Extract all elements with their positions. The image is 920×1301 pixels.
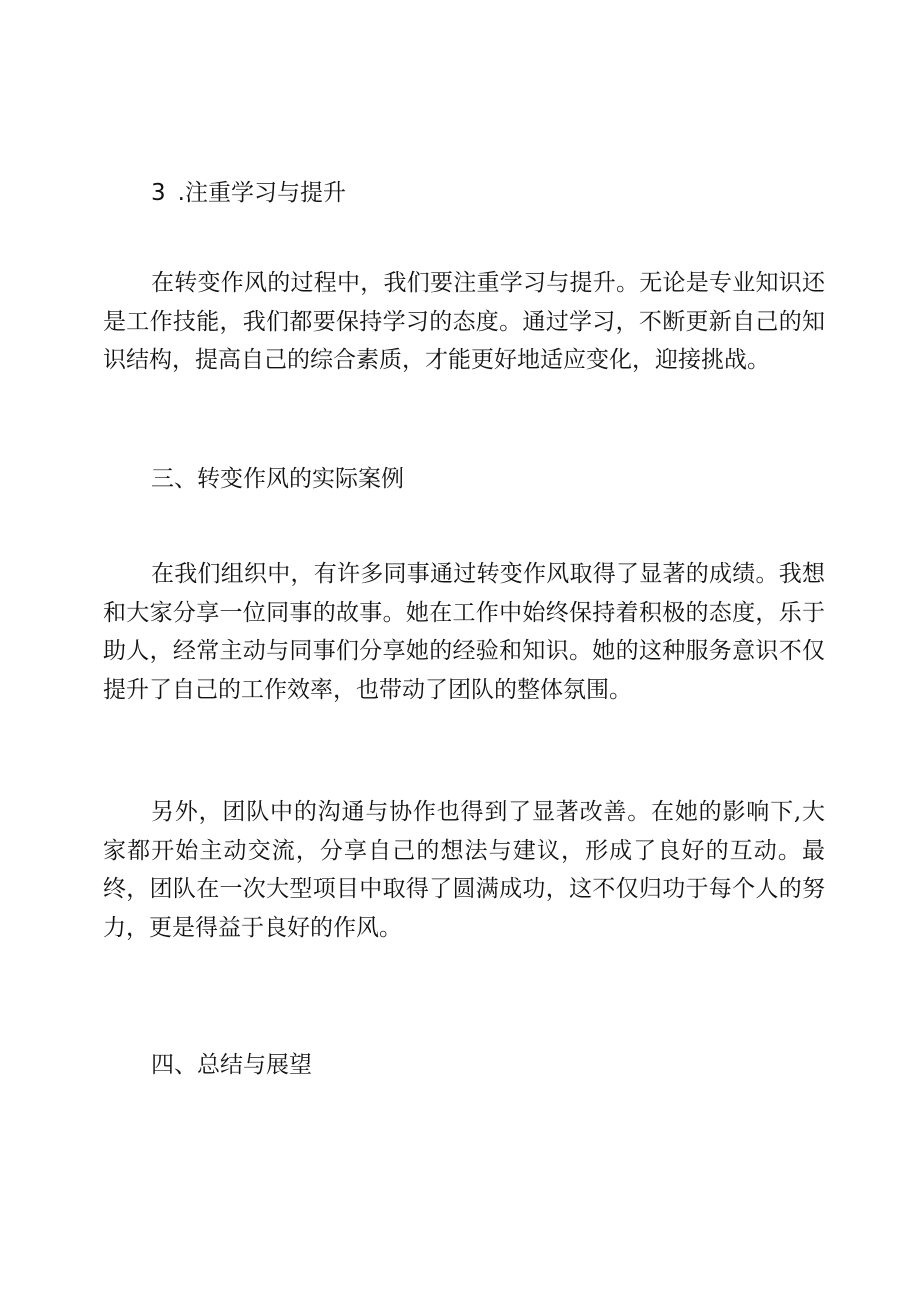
section-heading-cases: 三、转变作风的实际案例 [151, 466, 404, 492]
heading-number: 3 [151, 180, 166, 206]
section-heading-summary: 四、总结与展望 [151, 1052, 312, 1078]
paragraph-colleague-story: 在我们组织中，有许多同事通过转变作风取得了显著的成绩。我想和大家分享一位同事的故事。她在工作中始终保持着积极的态度，乐于助人，经常主动与同事们分享她的经验和知识。她的这种服务意识不仅提升了自己的工作效率，也带动了团队的整体氛围。 [103, 561, 825, 703]
heading-text: .注重学习与提升 [177, 180, 346, 206]
paragraph-team-collaboration: 另外，团队中的沟通与协作也得到了显著改善。在她的影响下,大家都开始主动交流，分享自己的想法与建议，形成了良好的互动。最终，团队在一次大型项目中取得了圆满成功，这不仅归功于每个人的努力，更是得益于良好的作风。 [103, 799, 825, 941]
paragraph-learning: 在转变作风的过程中，我们要注重学习与提升。无论是专业知识还是工作技能，我们都要保持学习的态度。通过学习，不断更新自己的知识结构，提高自己的综合素质，才能更好地适应变化，迎接挑战。 [103, 270, 825, 373]
section-heading-learning [151, 178, 346, 208]
